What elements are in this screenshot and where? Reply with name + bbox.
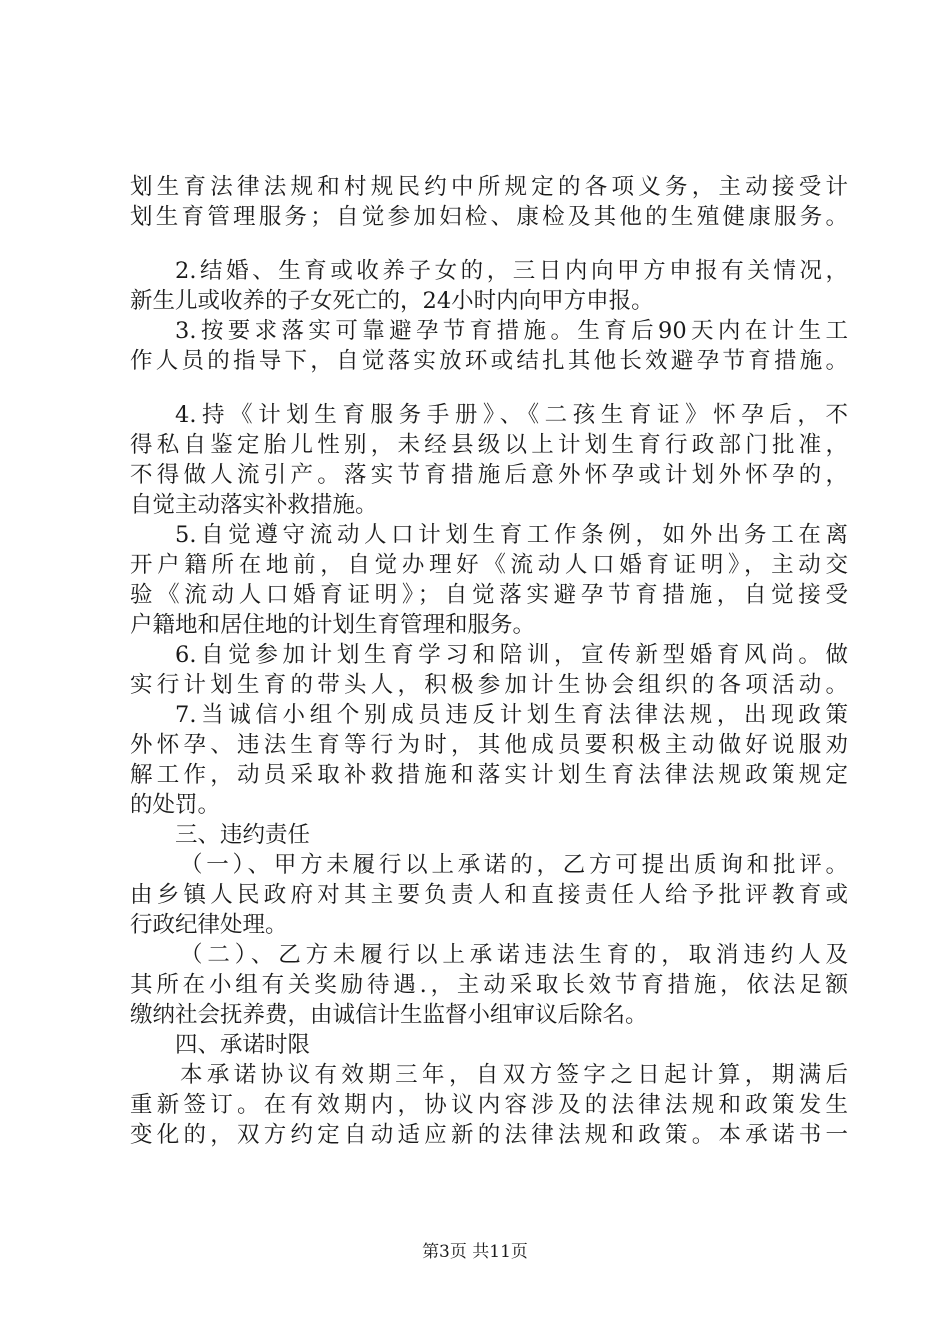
body-line: 的处罚。 xyxy=(130,792,221,818)
body-line: 由乡镇人民政府对其主要负责人和直接责任人给予批评教育或 xyxy=(130,882,848,908)
body-line: 3.按要求落实可靠避孕节育措施。生育后90天内在计生工 xyxy=(175,318,848,344)
body-line: 作人员的指导下，自觉落实放环或结扎其他长效避孕节育措施。 xyxy=(130,348,848,374)
section-heading: 三、违约责任 xyxy=(175,822,311,848)
body-line: 不得做人流引产。落实节育措施后意外怀孕或计划外怀孕的， xyxy=(130,462,848,488)
body-line: 变化的，双方约定自动适应新的法律法规和政策。本承诺书一 xyxy=(130,1122,848,1148)
body-line: 行政纪律处理。 xyxy=(130,912,288,938)
body-line: 本承诺协议有效期三年，自双方签字之日起计算，期满后 xyxy=(180,1062,848,1088)
body-line: 7.当诚信小组个别成员违反计划生育法律法规，出现政策 xyxy=(175,702,848,728)
body-line: 开户籍所在地前，自觉办理好《流动人口婚育证明》，主动交 xyxy=(130,552,848,578)
body-line: 缴纳社会抚养费，由诚信计生监督小组审议后除名。 xyxy=(130,1002,648,1028)
body-line: 划生育管理服务；自觉参加妇检、康检及其他的生殖健康服务。 xyxy=(130,204,848,230)
body-line: 4.持《计划生育服务手册》、《二孩生育证》怀孕后，不 xyxy=(175,402,848,428)
body-line: 解工作，动员采取补救措施和落实计划生育法律法规政策规定 xyxy=(130,762,848,788)
body-line: 户籍地和居住地的计划生育管理和服务。 xyxy=(130,612,536,638)
body-line: 自觉主动落实补救措施。 xyxy=(130,492,378,518)
body-line: 其所在小组有关奖励待遇.，主动采取长效节育措施，依法足额 xyxy=(130,972,848,998)
body-line: 验《流动人口婚育证明》；自觉落实避孕节育措施，自觉接受 xyxy=(130,582,848,608)
body-line: 得私自鉴定胎儿性别，未经县级以上计划生育行政部门批准， xyxy=(130,432,848,458)
document-body xyxy=(130,172,848,1150)
body-line: 实行计划生育的带头人，积极参加计生协会组织的各项活动。 xyxy=(130,672,848,698)
paragraph-gap xyxy=(130,376,848,400)
body-line: （一）、甲方未履行以上承诺的，乙方可提出质询和批评。 xyxy=(180,852,848,878)
body-line: 2.结婚、生育或收养子女的，三日内向甲方申报有关情况， xyxy=(175,258,848,284)
body-line: 5.自觉遵守流动人口计划生育工作条例，如外出务工在离 xyxy=(175,522,848,548)
body-line: （二）、乙方未履行以上承诺违法生育的，取消违约人及 xyxy=(180,942,848,968)
body-line: 外怀孕、违法生育等行为时，其他成员要积极主动做好说服劝 xyxy=(130,732,848,758)
paragraph-gap xyxy=(130,232,848,256)
body-line: 重新签订。在有效期内，协议内容涉及的法律法规和政策发生 xyxy=(130,1092,848,1118)
body-line: 新生儿或收养的子女死亡的，24小时内向甲方申报。 xyxy=(130,288,654,314)
section-heading: 四、承诺时限 xyxy=(175,1032,311,1058)
page-number-footer: 第3页 共11页 xyxy=(422,1242,528,1262)
body-line: 6.自觉参加计划生育学习和陪训，宣传新型婚育风尚。做 xyxy=(175,642,848,668)
body-line: 划生育法律法规和村规民约中所规定的各项义务，主动接受计 xyxy=(130,174,848,200)
